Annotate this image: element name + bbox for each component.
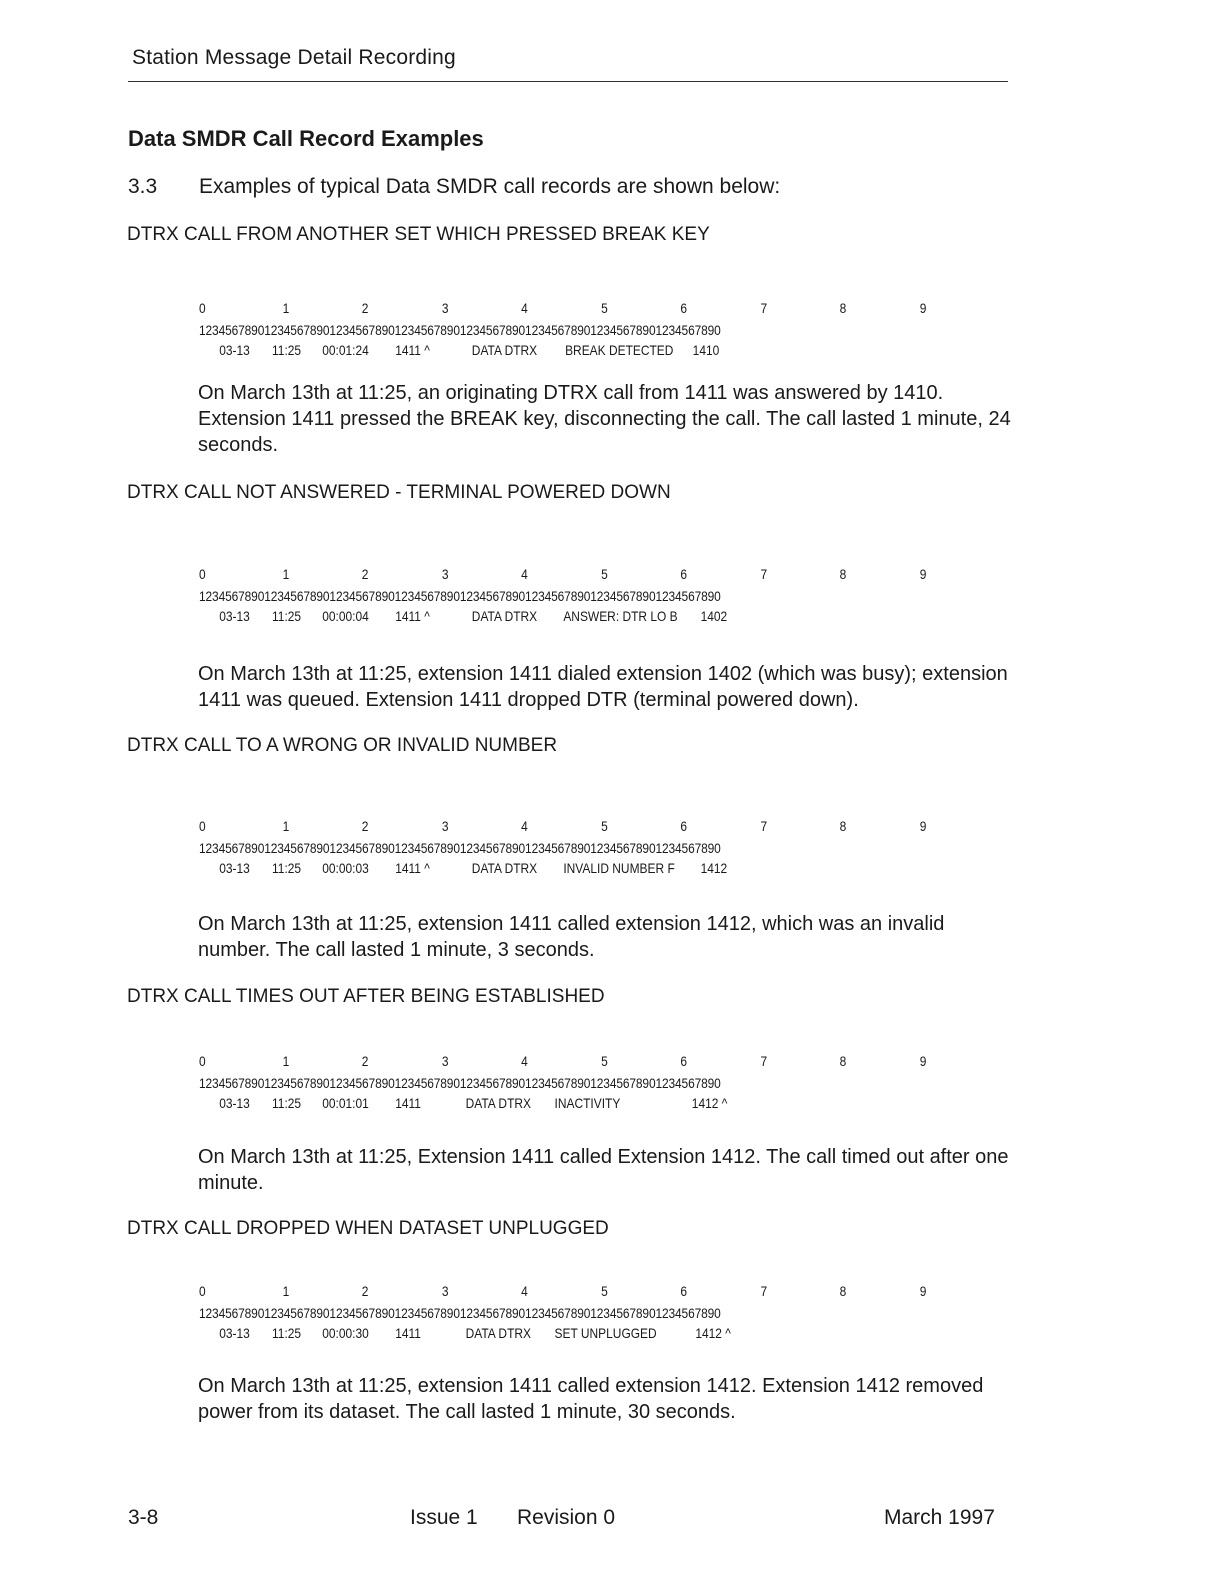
record-date: 03-13 <box>219 609 250 624</box>
ruler-digit: 1 <box>282 1054 290 1069</box>
record-fields <box>199 860 728 880</box>
ruler-digit: 0 <box>199 301 206 316</box>
record-duration: 00:00:30 <box>322 1326 369 1341</box>
record-reason: BREAK DETECTED <box>565 343 674 358</box>
record-fields <box>199 1325 731 1345</box>
ruler-digit: 2 <box>361 567 369 582</box>
ruler-digit: 8 <box>839 1284 847 1299</box>
record-originator: 1411 ^ <box>395 861 430 876</box>
ruler-digit: 7 <box>760 1054 768 1069</box>
ruler-digit: 2 <box>361 301 369 316</box>
running-header: Station Message Detail Recording <box>132 46 456 69</box>
ruler-digit: 6 <box>680 301 688 316</box>
record-time: 11:25 <box>272 609 302 624</box>
record-destination: 1412 <box>700 861 728 876</box>
ruler-digit: 9 <box>919 301 927 316</box>
record-fields <box>199 342 721 362</box>
record-time: 11:25 <box>272 1326 302 1341</box>
footer-date: March 1997 <box>884 1506 995 1529</box>
ruler-digit: 8 <box>839 819 847 834</box>
record-originator: 1411 <box>395 1326 421 1341</box>
ruler-digits <box>199 1281 927 1303</box>
example-description: On March 13th at 11:25, Extension 1411 called Extension 1412. The call timed out after one minute. <box>198 1146 1009 1194</box>
ruler-digit: 9 <box>919 1054 927 1069</box>
ruler-sequence: 12345678901234567890123456789012345678901234567890123456789012345678901234567890 <box>199 1306 721 1321</box>
record-originator: 1411 ^ <box>395 609 430 624</box>
record-date: 03-13 <box>219 1096 250 1111</box>
ruler-digit: 7 <box>760 819 768 834</box>
footer-revision: Revision 0 <box>517 1506 616 1529</box>
ruler-sequence: 12345678901234567890123456789012345678901234567890123456789012345678901234567890 <box>199 323 721 338</box>
ruler-digit: 0 <box>199 567 206 582</box>
paragraph-number: 3.3 <box>128 175 158 198</box>
record-destination: 1402 <box>700 609 728 624</box>
ruler-digit: 0 <box>199 819 206 834</box>
ruler-digit: 1 <box>282 567 290 582</box>
ruler-digit: 6 <box>680 1054 688 1069</box>
ruler-digit: 8 <box>839 1054 847 1069</box>
ruler-digit: 1 <box>282 819 290 834</box>
footer-issue: Issue 1 <box>410 1506 478 1529</box>
ruler-digit: 3 <box>441 1284 449 1299</box>
ruler-sequence: 12345678901234567890123456789012345678901234567890123456789012345678901234567890 <box>199 589 721 604</box>
record-call-type: DATA DTRX <box>471 861 538 876</box>
ruler-digit: 1 <box>282 301 290 316</box>
ruler-digit: 2 <box>361 1054 369 1069</box>
record-originator: 1411 ^ <box>395 343 430 358</box>
record-duration: 00:00:04 <box>322 609 369 624</box>
ruler-digit: 6 <box>680 819 688 834</box>
ruler-digit: 5 <box>601 1054 608 1069</box>
ruler-digits <box>199 1051 927 1073</box>
example-heading: DTRX CALL TIMES OUT AFTER BEING ESTABLISHED <box>127 986 605 1007</box>
example-description: On March 13th at 11:25, extension 1411 called extension 1412. Extension 1412 removed power from its dataset. The call lasted 1 minute, 30 seconds. <box>198 1375 984 1423</box>
record-duration: 00:01:24 <box>322 343 369 358</box>
ruler-digits <box>199 816 927 838</box>
record-date: 03-13 <box>219 1326 250 1341</box>
record-call-type: DATA DTRX <box>465 1326 532 1341</box>
record-call-type: DATA DTRX <box>465 1096 532 1111</box>
intro-text: Examples of typical Data SMDR call records are shown below: <box>199 175 781 198</box>
call-record <box>199 564 927 628</box>
ruler-digit: 4 <box>521 567 528 582</box>
ruler-digit: 4 <box>521 819 528 834</box>
record-call-type: DATA DTRX <box>471 343 538 358</box>
ruler-digit: 5 <box>601 819 608 834</box>
ruler-digit: 5 <box>601 1284 608 1299</box>
ruler-digit: 0 <box>199 1054 206 1069</box>
page-number: 3-8 <box>128 1506 159 1529</box>
ruler-digit: 9 <box>919 819 927 834</box>
record-duration: 00:01:01 <box>322 1096 369 1111</box>
record-fields <box>199 608 728 628</box>
ruler-sequence: 12345678901234567890123456789012345678901234567890123456789012345678901234567890 <box>199 841 721 856</box>
ruler-digit: 7 <box>760 1284 768 1299</box>
ruler-digit: 8 <box>839 567 847 582</box>
ruler-digit: 7 <box>760 301 768 316</box>
call-record <box>199 1051 927 1115</box>
header-rule <box>128 81 1008 82</box>
ruler-digit: 5 <box>601 567 608 582</box>
record-duration: 00:00:03 <box>322 861 369 876</box>
ruler-digit: 9 <box>919 567 927 582</box>
example-description: On March 13th at 11:25, extension 1411 called extension 1412, which was an invalid number. The call lasted 1 minute, 3 seconds. <box>198 913 945 961</box>
record-destination: 1412 ^ <box>695 1326 731 1341</box>
ruler-digit: 6 <box>680 567 688 582</box>
ruler-digit: 4 <box>521 1284 528 1299</box>
record-reason: SET UNPLUGGED <box>554 1326 657 1341</box>
ruler-digit: 3 <box>441 301 449 316</box>
call-record <box>199 816 927 880</box>
example-heading: DTRX CALL TO A WRONG OR INVALID NUMBER <box>127 735 558 756</box>
ruler-digit: 3 <box>441 1054 449 1069</box>
record-call-type: DATA DTRX <box>471 609 538 624</box>
ruler-digit: 4 <box>521 301 528 316</box>
ruler-digit: 7 <box>760 567 768 582</box>
ruler-digit: 4 <box>521 1054 528 1069</box>
ruler-digit: 0 <box>199 1284 206 1299</box>
record-reason: INACTIVITY <box>554 1096 621 1111</box>
ruler-digits <box>199 298 927 320</box>
call-record <box>199 1281 927 1345</box>
record-date: 03-13 <box>219 343 250 358</box>
ruler-sequence: 12345678901234567890123456789012345678901234567890123456789012345678901234567890 <box>199 1076 721 1091</box>
record-fields <box>199 1095 728 1115</box>
record-time: 11:25 <box>272 1096 302 1111</box>
record-time: 11:25 <box>272 861 302 876</box>
example-heading: DTRX CALL FROM ANOTHER SET WHICH PRESSED BREAK KEY <box>127 224 710 245</box>
record-reason: INVALID NUMBER F <box>563 861 675 876</box>
record-reason: ANSWER: DTR LO B <box>563 609 678 624</box>
ruler-digit: 2 <box>361 819 369 834</box>
record-destination: 1412 ^ <box>691 1096 728 1111</box>
record-originator: 1411 <box>395 1096 421 1111</box>
section-title: Data SMDR Call Record Examples <box>128 126 484 151</box>
call-record <box>199 298 927 362</box>
ruler-digit: 5 <box>601 301 608 316</box>
ruler-digit: 2 <box>361 1284 369 1299</box>
record-destination: 1410 <box>692 343 720 358</box>
example-description: On March 13th at 11:25, extension 1411 dialed extension 1402 (which was busy); extension 1411 was queued. Extension 1411 dropped DTR (terminal powered down). <box>198 663 1008 711</box>
ruler-digit: 1 <box>282 1284 290 1299</box>
example-heading: DTRX CALL DROPPED WHEN DATASET UNPLUGGED <box>127 1218 609 1239</box>
example-heading: DTRX CALL NOT ANSWERED - TERMINAL POWERED DOWN <box>127 482 671 503</box>
record-date: 03-13 <box>219 861 250 876</box>
ruler-digit: 6 <box>680 1284 688 1299</box>
ruler-digit: 3 <box>441 819 449 834</box>
example-description: On March 13th at 11:25, an originating DTRX call from 1411 was answered by 1410. Extension 1411 pressed the BREAK key, disconnecting the call. The call lasted 1 minute, 24 seconds. <box>198 382 1011 456</box>
ruler-digits <box>199 564 927 586</box>
ruler-digit: 8 <box>839 301 847 316</box>
record-time: 11:25 <box>272 343 302 358</box>
ruler-digit: 3 <box>441 567 449 582</box>
ruler-digit: 9 <box>919 1284 927 1299</box>
